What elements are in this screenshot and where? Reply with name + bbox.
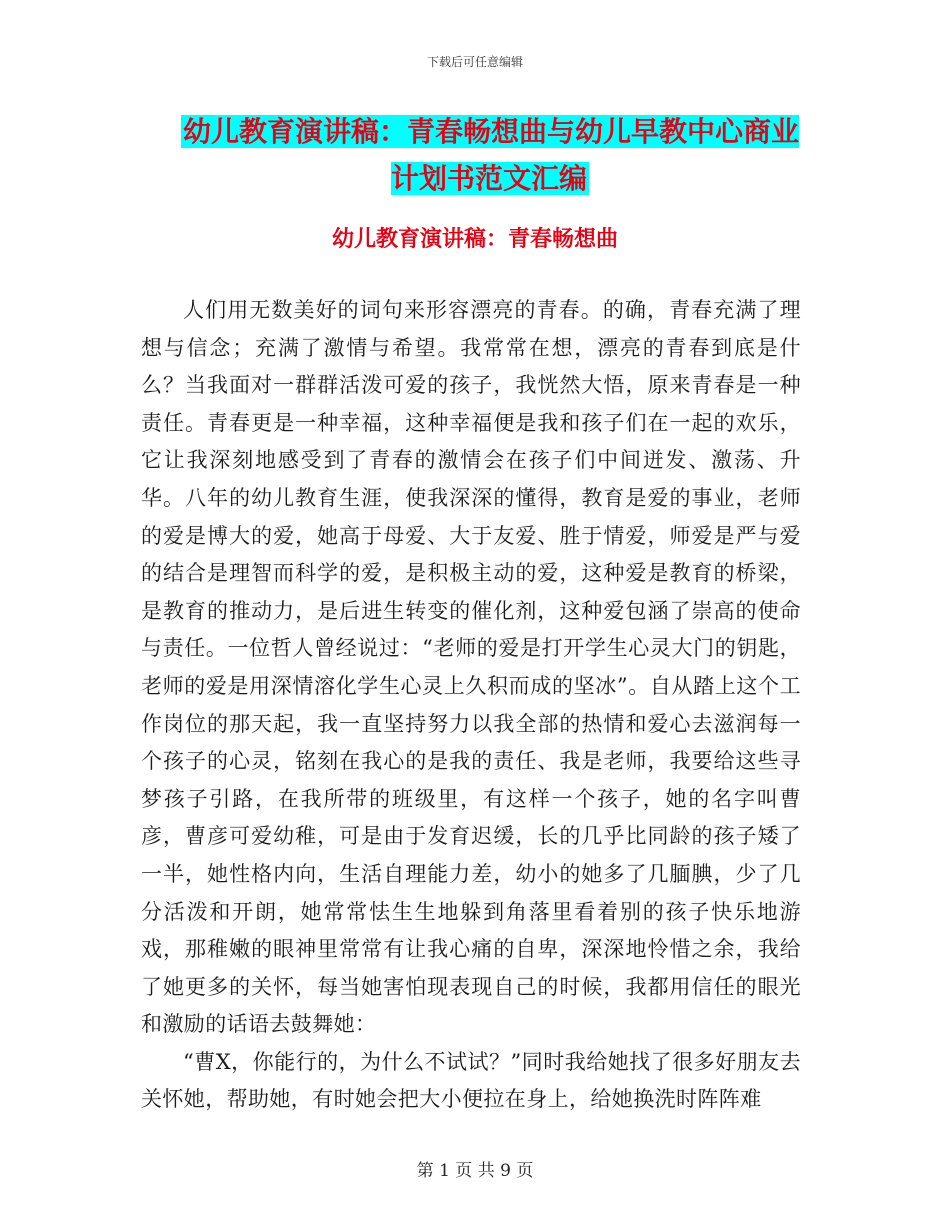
body-text (141, 292, 801, 1119)
paragraph: 人们用无数美好的词句来形容漂亮的青春。的确，青春充满了理想与信念；充满了激情与希望。我常常在想，漂亮的青春到底是什么？当我面对一群群活泼可爱的孩子，我恍然大悟，原来青春是一种责任。青春更是一种幸福，这种幸福便是我和孩子们在一起的欢乐，它让我深刻地感受到了青春的激情会在孩子们中间迸发、激荡、升华。八年的幼儿教育生涯，使我深深的懂得，教育是爱的事业，老师的爱是博大的爱，她高于母爱、大于友爱、胜于情爱，师爱是严与爱的结合是理智而科学的爱，是积极主动的爱，这种爱是教育的桥梁，是教育的推动力，是后进生转变的催化剂，这种爱包涵了崇高的使命与责任。一位哲人曾经说过：“老师的爱是打开学生心灵大门的钥匙，老师的爱是用深情溶化学生心灵上久积而成的坚冰”。自从踏上这个工作岗位的那天起，我一直坚持努力以我全部的热情和爱心去滋润每一个孩子的心灵，铭刻在我心的是我的责任、我是老师，我要给这些寻梦孩子引路，在我所带的班级里，有这样一个孩子，她的名字叫曹彦，曹彦可爱幼稚，可是由于发育迟缓，长的几乎比同龄的孩子矮了一半，她性格内向，生活自理能力差，幼小的她多了几腼腆，少了几分活泼和开朗，她常常怯生生地躲到角落里看着别的孩子快乐地游戏，那稚嫩的眼神里常常有让我心痛的自卑，深深地怜惜之余，我给了她更多的关怀，每当她害怕现表现自己的时候，我都用信任的眼光和激励的话语去鼓舞她： (141, 298, 801, 1037)
document-title (170, 108, 810, 202)
paragraph: “曹X，你能行的，为什么不试试？”同时我给她找了很多好朋友去关怀她，帮助她，有时她会把大小便拉在身上，给她换洗时阵阵难 (141, 1049, 801, 1112)
page-number: 第 1 页 共 9 页 (416, 1161, 534, 1181)
document-title-text: 幼儿教育演讲稿：青春畅想曲与幼儿早教中心商业计划书范文汇编 (182, 115, 799, 195)
header-note: 下载后可任意编辑 (426, 55, 523, 69)
section-title: 幼儿教育演讲稿：青春畅想曲 (331, 227, 618, 252)
